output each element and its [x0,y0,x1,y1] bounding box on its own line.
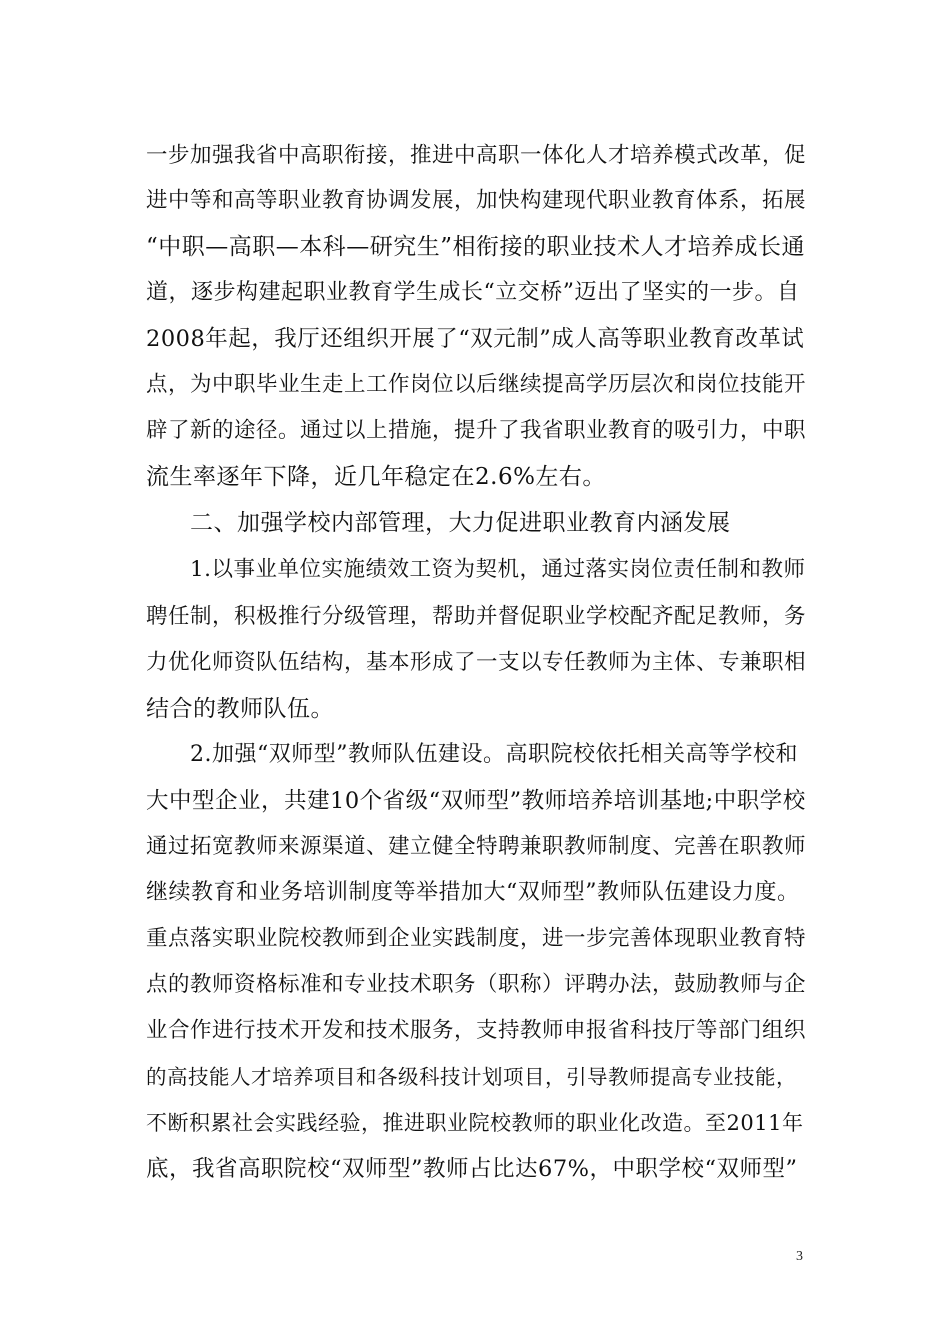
text-line: 1.以事业单位实施绩效工资为契机，通过落实岗位责任制和教师 [190,557,806,582]
text-line: 的高技能人才培养项目和各级科技计划项目，引导教师提高专业技能， [146,1065,797,1089]
text-line: 结合的教师队伍。 [146,696,334,722]
text-line: 2008年起，我厅还组织开展了“双元制”成人高等职业教育改革试 [146,326,805,352]
text-line: 点，为中职毕业生走上工作岗位以后继续提高学历层次和岗位技能开 [146,372,807,397]
text-line: 点的教师资格标准和专业技术职务（职称）评聘办法，鼓励教师与企 [146,972,807,997]
text-line: 道，逐步构建起职业教育学生成长“立交桥”迈出了坚实的一步。自 [146,280,800,305]
text-line: 2.加强“双师型”教师队伍建设。高职院校依托相关高等学校和 [190,742,798,767]
text-line: 辟了新的途径。通过以上措施，提升了我省职业教育的吸引力，中职 [146,418,807,443]
text-line: “中职—高职—本科—研究生”相衔接的职业技术人才培养成长通 [146,234,806,260]
text-line: 力优化师资队伍结构，基本形成了一支以专任教师为主体、专兼职相 [146,650,807,675]
section-heading: 二、加强学校内部管理，大力促进职业教育内涵发展 [190,510,731,536]
text-line: 聘任制，积极推行分级管理，帮助并督促职业学校配齐配足教师，务 [146,604,807,629]
text-line: 进中等和高等职业教育协调发展，加快构建现代职业教育体系，拓展 [146,188,807,213]
text-line: 底，我省高职院校“双师型”教师占比达67%，中职学校“双师型” [146,1156,798,1182]
page-number: 3 [796,1249,803,1264]
text-line: 重点落实职业院校教师到企业实践制度，进一步完善体现职业教育特 [146,926,807,951]
text-line: 不断积累社会实践经验，推进职业院校教师的职业化改造。至2011年 [146,1111,804,1135]
text-line: 业合作进行技术开发和技术服务，支持教师申报省科技厅等部门组织 [146,1018,807,1043]
text-line: 通过拓宽教师来源渠道、建立健全特聘兼职教师制度、完善在职教师 [146,834,807,859]
text-line: 继续教育和业务培训制度等举措加大“双师型”教师队伍建设力度。 [146,880,800,905]
text-line: 一步加强我省中高职衔接，推进中高职一体化人才培养模式改革，促 [146,143,807,168]
text-line: 大中型企业，共建10个省级“双师型”教师培养培训基地;中职学校 [146,788,806,814]
text-line: 流生率逐年下降，近几年稳定在2.6%左右。 [146,464,606,490]
